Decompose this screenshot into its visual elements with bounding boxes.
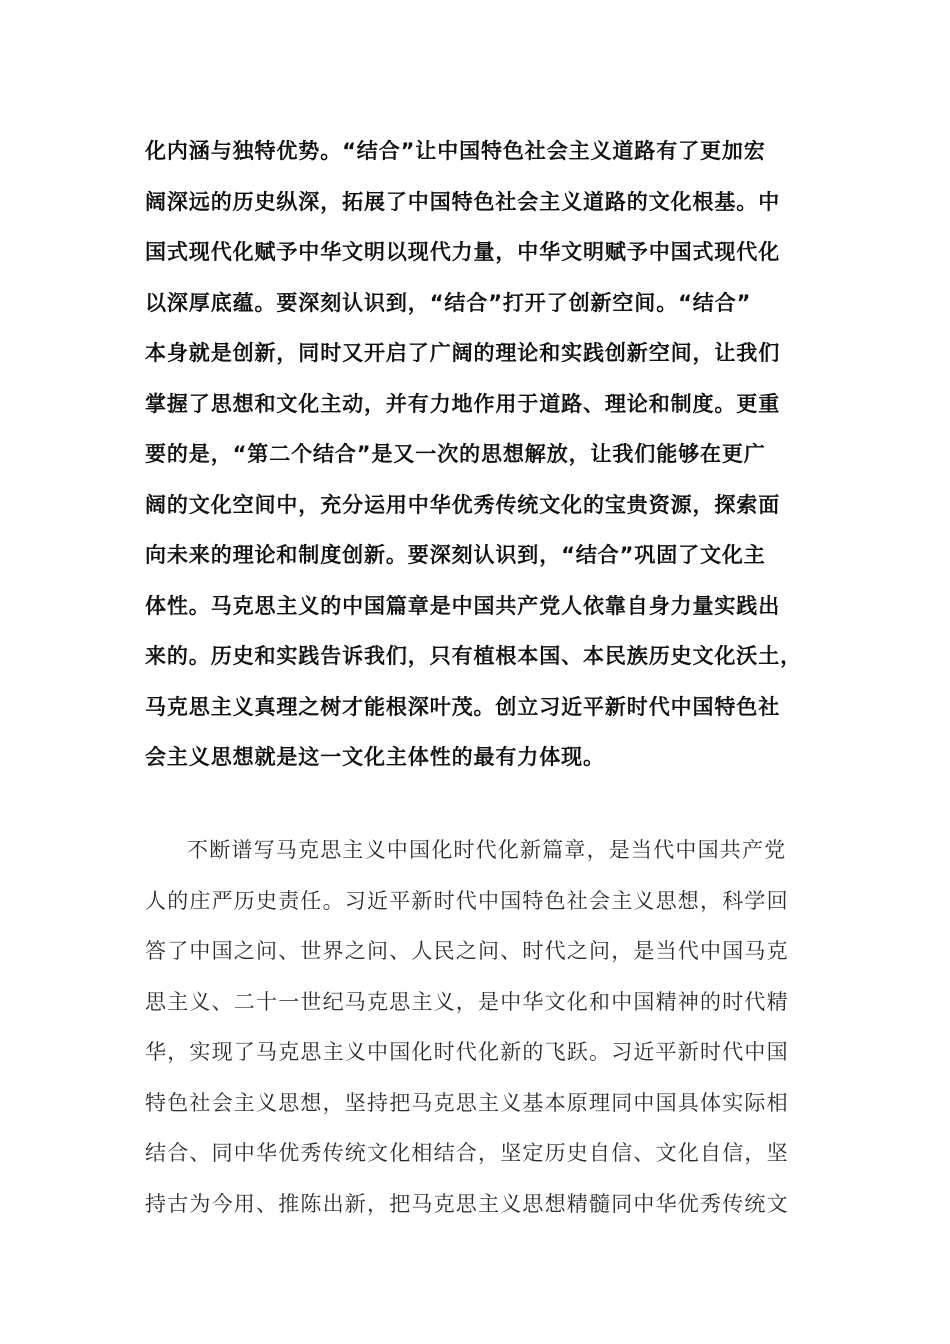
text-line: 国式现代化赋予中华文明以现代力量，中华文明赋予中国式现代化 [145,240,781,264]
text-line: 掌握了思想和文化主动，并有力地作用于道路、理论和制度。更重 [145,391,781,416]
text-line: 人的庄严历史责任。习近平新时代中国特色社会主义思想，科学回 [145,888,789,913]
text-line: 本身就是创新，同时又开启了广阔的理论和实践创新空间，让我们 [145,341,781,365]
text-line: 思主义、二十一世纪马克思主义，是中华文化和中国精神的时代精 [145,989,789,1014]
text-line: 持古为今用、推陈出新，把马克思主义思想精髓同中华优秀传统文 [145,1191,789,1216]
text-line: 化内涵与独特优势。“结合”让中国特色社会主义道路有了更加宏 [145,139,766,163]
text-line: 来的。历史和实践告诉我们，只有植根本国、本民族历史文化沃土， [145,644,802,668]
text-line: 结合、同中华优秀传统文化相结合，坚定历史自信、文化自信，坚 [145,1141,789,1165]
paragraph-normal [145,825,815,1229]
text-line: 特色社会主义思想，坚持把马克思主义基本原理同中国具体实际相 [145,1090,789,1115]
paragraph-bold [145,126,815,783]
text-line: 阔的文化空间中，充分运用中华优秀传统文化的宝贵资源，探索面 [145,492,781,517]
text-line: 体性。马克思主义的中国篇章是中国共产党人依靠自身力量实践出 [145,593,781,618]
text-line: 华，实现了马克思主义中国化时代化新的飞跃。习近平新时代中国 [145,1040,789,1064]
text-line: 阔深远的历史纵深，拓展了中国特色社会主义道路的文化根基。中 [145,189,781,214]
text-line-first: 不断谱写马克思主义中国化时代化新篇章，是当代中国共产党 [187,838,787,862]
text-line: 会主义思想就是这一文化主体性的最有力体现。 [145,745,605,769]
text-line: 答了中国之问、世界之问、人民之问、时代之问，是当代中国马克 [145,939,789,963]
text-line: 马克思主义真理之树才能根深叶茂。创立习近平新时代中国特色社 [145,694,781,719]
text-line: 向未来的理论和制度创新。要深刻认识到，“结合”巩固了文化主 [145,543,766,567]
text-line: 以深厚底蕴。要深刻认识到，“结合”打开了创新空间。“结合” [145,290,752,315]
text-line: 要的是，“第二个结合”是又一次的思想解放，让我们能够在更广 [145,442,766,466]
